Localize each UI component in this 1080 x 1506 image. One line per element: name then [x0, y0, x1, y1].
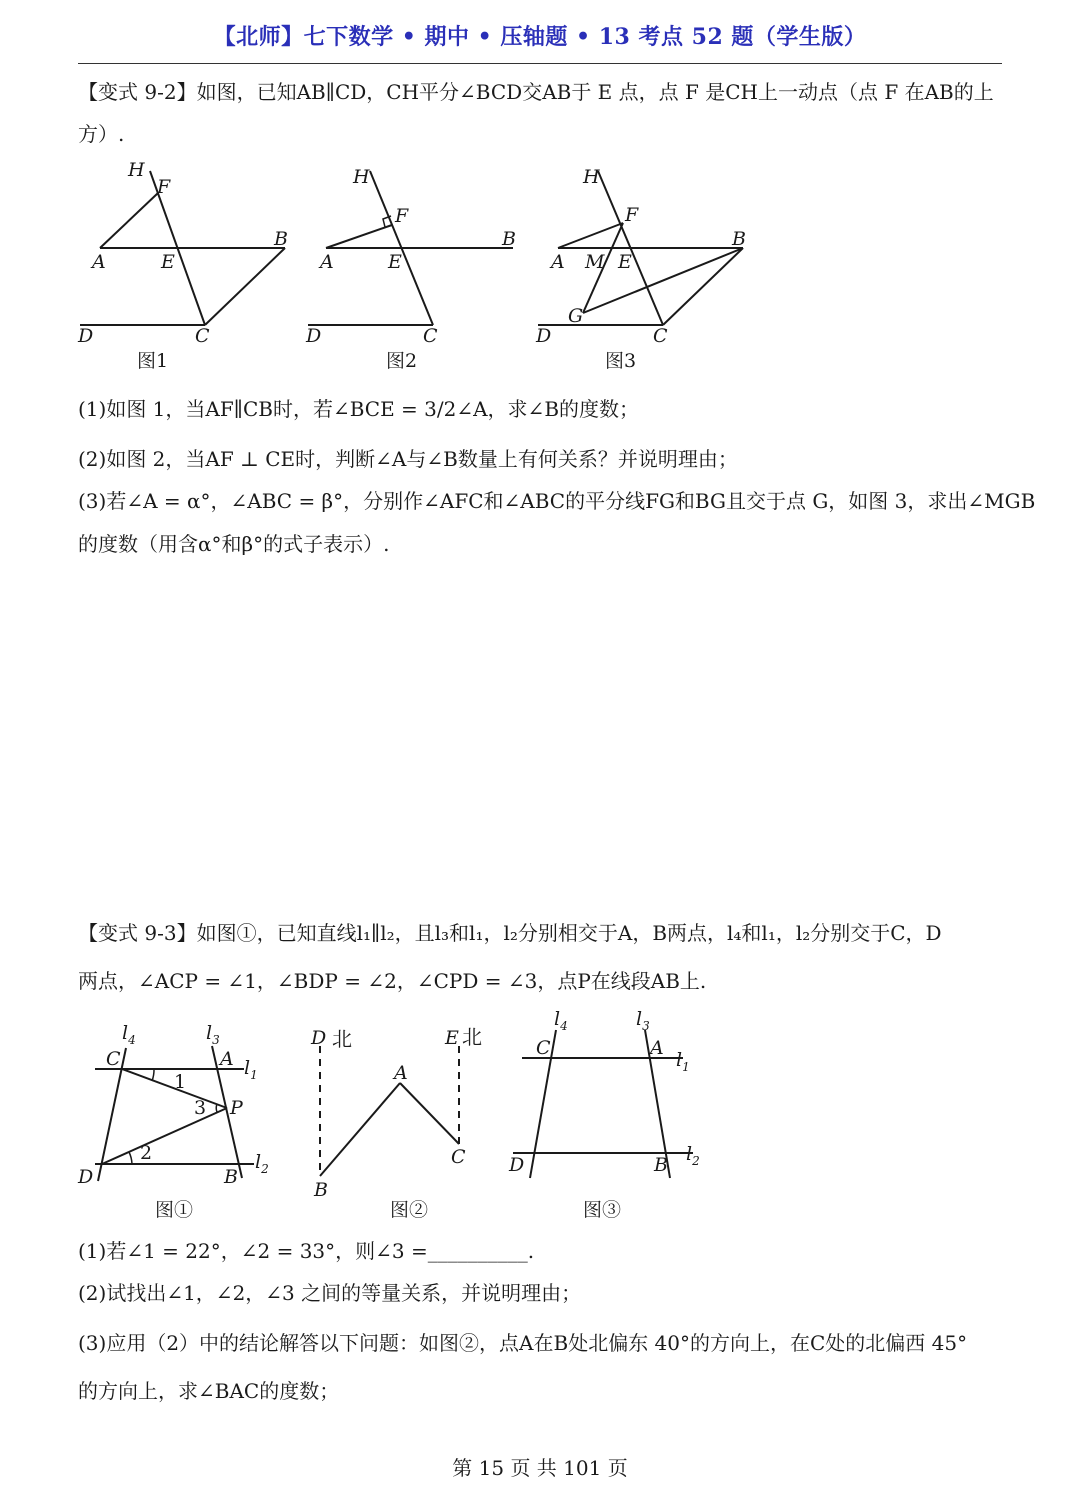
problem-9-2-stem-line2: 方）. — [78, 122, 125, 146]
problem-9-3-question-1: (1)若∠1 = 22°，∠2 = 33°，则∠3 =__________. — [78, 1239, 535, 1263]
label-A: A — [394, 1062, 408, 1084]
label-C: C — [536, 1037, 551, 1059]
label-l3: $l_3$ — [206, 1022, 220, 1047]
figure-caption: 图③ — [583, 1199, 622, 1221]
label-D: D — [311, 1027, 327, 1049]
label-F: F — [395, 205, 409, 227]
label-C: C — [106, 1048, 121, 1070]
label-E: E — [388, 251, 402, 273]
label-C: C — [195, 325, 210, 347]
figure-9-2-3 — [528, 155, 768, 380]
label-A: A — [320, 251, 334, 273]
line-AC — [400, 1083, 459, 1144]
label-F: F — [157, 176, 171, 198]
label-A: A — [551, 251, 565, 273]
label-B: B — [654, 1154, 668, 1176]
problem-9-2-question-2: (2)如图 2，当AF ⊥ CE时，判断∠A与∠B数量上有何关系？并说明理由； — [78, 447, 738, 471]
label-D: D — [306, 325, 322, 347]
problem-9-3-question-3-line1: (3)应用（2）中的结论解答以下问题：如图②，点A在B处北偏东 40°的方向上，在C处的北偏西 45° — [78, 1331, 968, 1355]
label-l4: $l_4$ — [554, 1008, 568, 1033]
line-BC — [205, 248, 285, 325]
figure-9-2-1 — [70, 155, 300, 380]
figure-caption: 图① — [155, 1199, 194, 1221]
problem-9-2-question-3-line1: (3)若∠A = α°，∠ABC = β°，分别作∠AFC和∠ABC的平分线FG和BG且交于点 G，如图 3，求出∠MGB — [78, 489, 1036, 513]
line-AF — [326, 225, 392, 248]
arc-angle-1 — [152, 1069, 154, 1081]
label-B: B — [314, 1179, 328, 1201]
line-AF — [100, 193, 158, 248]
figure-9-3-3 — [508, 1008, 718, 1226]
problem-9-3-stem-line1: 【变式 9-3】如图①，已知直线l₁∥l₂，且l₃和l₁，l₂分别相交于A，B两点，l₄和l₁，l₂分别交于C，D — [78, 921, 942, 945]
label-B: B — [224, 1166, 238, 1188]
label-angle-1: 1 — [174, 1071, 187, 1093]
label-A: A — [650, 1037, 664, 1059]
figure-caption: 图3 — [605, 350, 637, 372]
figure-caption: 图2 — [386, 350, 418, 372]
label-l2: $l_2$ — [686, 1143, 700, 1168]
label-B: B — [274, 228, 288, 250]
label-D: D — [78, 1166, 94, 1188]
figure-9-3-1 — [72, 1016, 287, 1226]
arc-angle-3 — [216, 1104, 217, 1112]
figure-caption: 图1 — [137, 350, 169, 372]
page-footer: 第 15 页 共 101 页 — [452, 1456, 628, 1480]
label-l4: $l_4$ — [122, 1022, 136, 1047]
problem-9-2-question-3-line2: 的度数（用含α°和β°的式子表示）. — [78, 532, 390, 556]
label-M: M — [585, 251, 605, 273]
label-angle-2: 2 — [140, 1142, 153, 1164]
label-H: H — [353, 166, 370, 188]
label-A: A — [92, 251, 106, 273]
label-G: G — [568, 305, 584, 327]
problem-9-2-stem-line1: 【变式 9-2】如图，已知AB∥CD，CH平分∠BCD交AB于 E 点，点 F 是CH上一动点（点 F 在AB的上 — [78, 80, 994, 104]
label-B: B — [732, 228, 746, 250]
line-BC — [663, 248, 743, 325]
label-l1: $l_1$ — [676, 1049, 690, 1074]
label-E: E — [618, 251, 632, 273]
label-angle-3: 3 — [194, 1097, 207, 1119]
label-north-B: 北 — [332, 1027, 352, 1051]
label-P: P — [230, 1097, 243, 1119]
label-B: B — [502, 228, 516, 250]
label-l3: $l_3$ — [636, 1008, 650, 1033]
label-D: D — [536, 325, 552, 347]
problem-9-2-question-1: (1)如图 1，当AF∥CB时，若∠BCE = 3/2∠A，求∠B的度数； — [78, 397, 640, 421]
label-H: H — [583, 166, 600, 188]
label-C: C — [451, 1146, 466, 1168]
label-north-C: 北 — [462, 1025, 482, 1049]
label-l1: $l_1$ — [244, 1057, 258, 1082]
label-D: D — [509, 1154, 525, 1176]
problem-9-3-question-2: (2)试找出∠1，∠2，∠3 之间的等量关系，并说明理由； — [78, 1281, 582, 1305]
problem-9-3-question-3-line2: 的方向上，求∠BAC的度数； — [78, 1379, 340, 1403]
label-C: C — [653, 325, 668, 347]
label-A: A — [220, 1048, 234, 1070]
label-H: H — [128, 159, 145, 181]
header-divider — [78, 63, 1002, 64]
page-header-title: 【北师】七下数学 • 期中 • 压轴题 • 13 考点 52 题（学生版） — [213, 24, 867, 50]
arc-angle-2 — [129, 1152, 132, 1164]
label-C: C — [423, 325, 438, 347]
figure-caption: 图② — [390, 1199, 429, 1221]
label-F: F — [625, 204, 639, 226]
problem-9-3-stem-line2: 两点，∠ACP = ∠1，∠BDP = ∠2，∠CPD = ∠3，点P在线段AB上. — [78, 969, 707, 993]
label-E: E — [161, 251, 175, 273]
line-DP — [102, 1108, 227, 1164]
line-BA — [320, 1083, 400, 1176]
label-l2: $l_2$ — [255, 1151, 269, 1176]
label-D: D — [78, 325, 94, 347]
figure-9-2-2 — [298, 155, 528, 380]
figure-9-3-2 — [302, 1016, 502, 1226]
label-E: E — [445, 1027, 459, 1049]
